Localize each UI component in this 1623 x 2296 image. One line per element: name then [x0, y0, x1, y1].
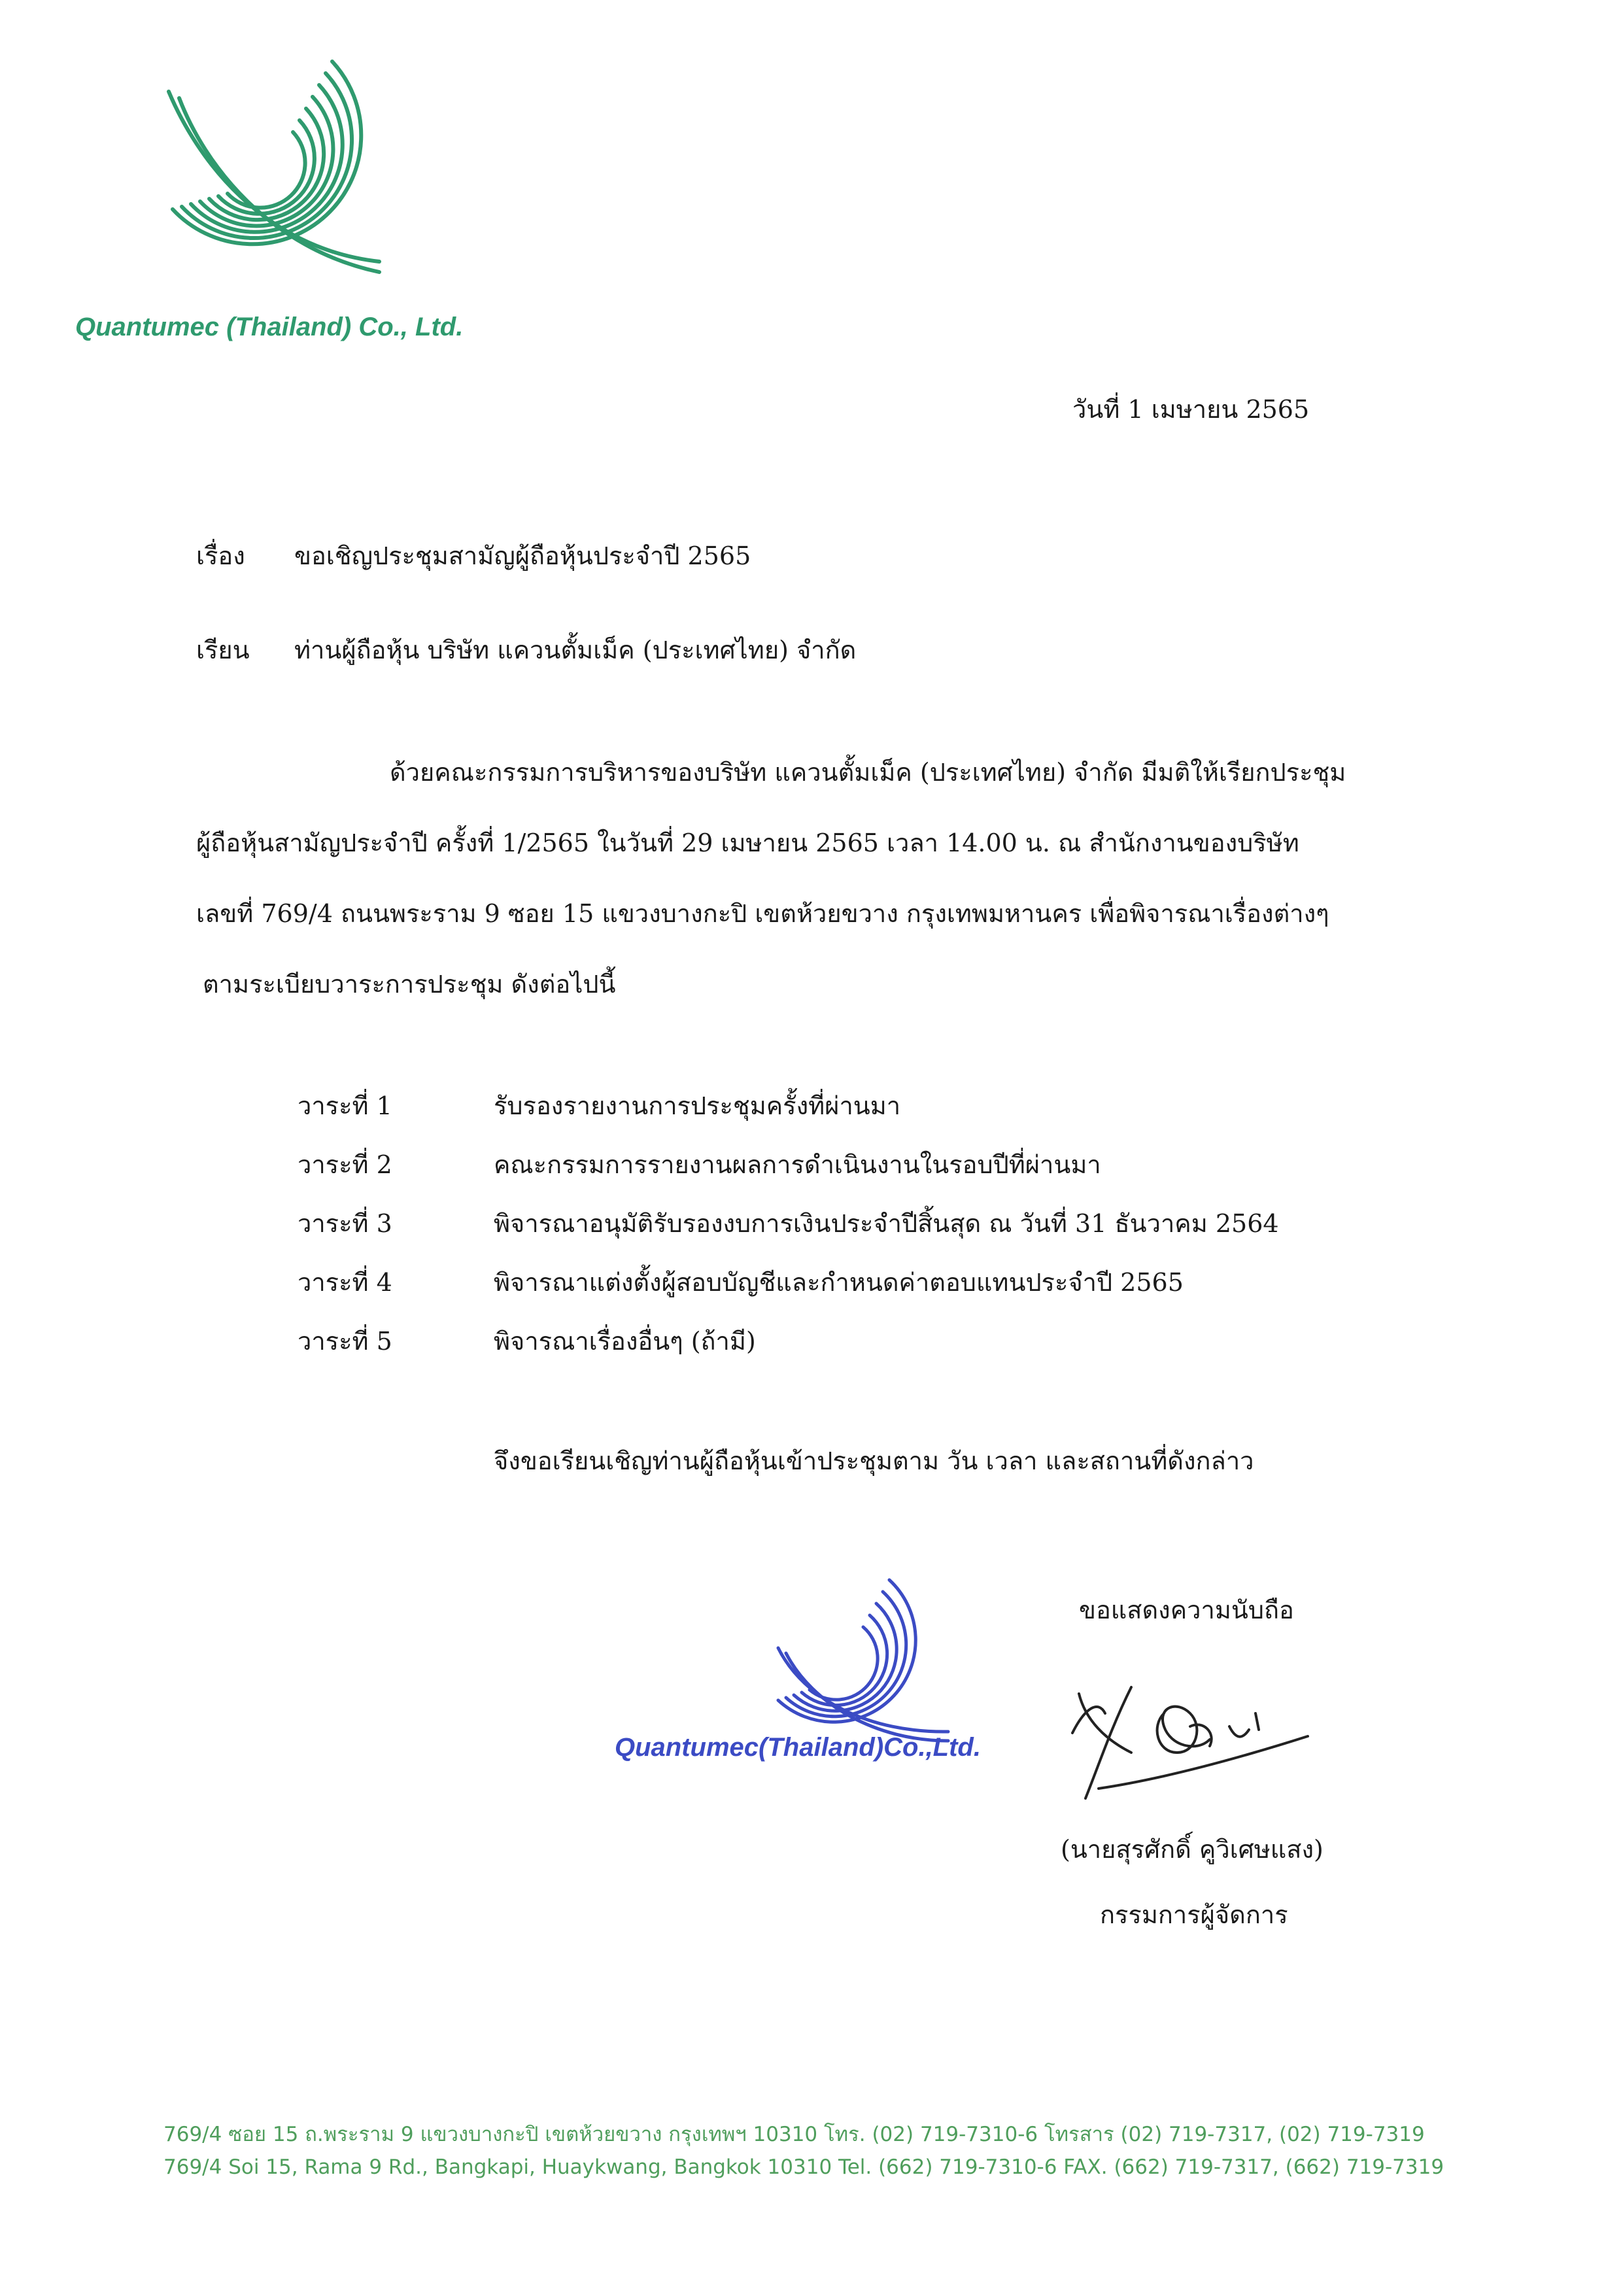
- signer-name: (นายสุรศักดิ์ คูวิเศษแสง): [1061, 1835, 1324, 1864]
- body-line: ตามระเบียบวาระการประชุม ดังต่อไปนี้: [203, 970, 616, 999]
- agenda-text: พิจารณาแต่งตั้งผู้สอบบัญชีและกำหนดค่าตอบแทนประจำปี 2565: [494, 1268, 1184, 1297]
- date-line: วันที่ 1 เมษายน 2565: [1072, 395, 1310, 424]
- handwritten-signature: [1059, 1668, 1321, 1811]
- body-line: ผู้ถือหุ้นสามัญประจำปี ครั้งที่ 1/2565 ในวันที่ 29 เมษายน 2565 เวลา 14.00 น. ณ สำนักงานของบริษัท: [196, 829, 1299, 857]
- agenda-text: พิจารณาอนุมัติรับรองงบการเงินประจำปีสิ้นสุด ณ วันที่ 31 ธันวาคม 2564: [494, 1209, 1279, 1238]
- agenda-label: วาระที่ 4: [298, 1268, 392, 1297]
- signer-title: กรรมการผู้จัดการ: [1100, 1900, 1288, 1929]
- company-name: Quantumec (Thailand) Co., Ltd.: [75, 313, 464, 341]
- subject-label: เรื่อง: [196, 541, 245, 570]
- agenda-label: วาระที่ 3: [298, 1209, 392, 1238]
- agenda-text: พิจารณาเรื่องอื่นๆ (ถ้ามี): [494, 1327, 756, 1356]
- invitation-line: จึงขอเรียนเชิญท่านผู้ถือหุ้นเข้าประชุมตาม วัน เวลา และสถานที่ดังกล่าว: [494, 1447, 1254, 1475]
- agenda-text: คณะกรรมการรายงานผลการดำเนินงานในรอบปีที่ผ่านมา: [494, 1150, 1101, 1179]
- recipient-label: เรียน: [196, 636, 250, 664]
- footer-address-thai: 769/4 ซอย 15 ถ.พระราม 9 แขวงบางกะปิ เขตห้วยขวาง กรุงเทพฯ 10310 โทร. (02) 719-7310-6 โทรสาร (02) 719-7317, (02) 719-7319: [163, 2123, 1425, 2146]
- footer-address-english: 769/4 Soi 15, Rama 9 Rd., Bangkapi, Huaykwang, Bangkok 10310 Tel. (662) 719-7310-6 FAX. (662) 719-7317, (662) 719-7319: [163, 2155, 1444, 2179]
- agenda-label: วาระที่ 5: [298, 1327, 392, 1356]
- body-line: เลขที่ 769/4 ถนนพระราม 9 ซอย 15 แขวงบางกะปิ เขตห้วยขวาง กรุงเทพมหานคร เพื่อพิจารณาเรื่องต่างๆ: [196, 899, 1329, 928]
- subject-text: ขอเชิญประชุมสามัญผู้ถือหุ้นประจำปี 2565: [294, 541, 751, 570]
- agenda-label: วาระที่ 2: [298, 1150, 392, 1179]
- agenda-label: วาระที่ 1: [298, 1091, 392, 1120]
- closing-phrase: ขอแสดงความนับถือ: [1079, 1596, 1294, 1624]
- agenda-text: รับรองรายงานการประชุมครั้งที่ผ่านมา: [494, 1091, 901, 1120]
- company-stamp-name: Quantumec(Thailand)Co.,Ltd.: [615, 1733, 981, 1762]
- recipient-text: ท่านผู้ถือหุ้น บริษัท แควนตั้มเม็ค (ประเทศไทย) จำกัด: [294, 636, 857, 664]
- quantumec-arc-logo-icon: [157, 52, 405, 288]
- body-line: ด้วยคณะกรรมการบริหารของบริษัท แควนตั้มเม็ค (ประเทศไทย) จำกัด มีมติให้เรียกประชุม: [390, 758, 1346, 787]
